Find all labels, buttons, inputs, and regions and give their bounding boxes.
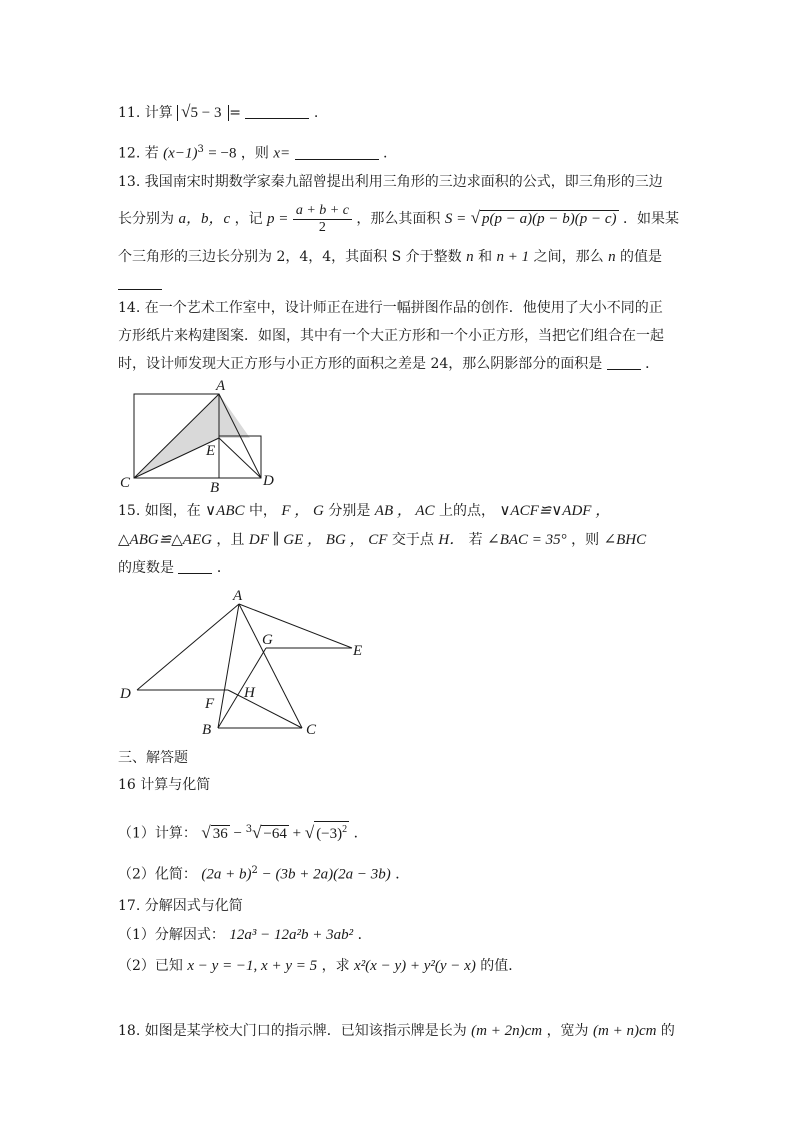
question-text: ，记 [234,211,263,227]
answer-blank [178,559,212,574]
part-label: （1）分解因式： [118,927,225,943]
question-text: ，则 [240,145,269,162]
label-b: B [210,480,220,494]
label-e: E [206,443,216,459]
root-index: 3 [245,824,253,835]
question-text: 如图是某学校大门口的指示牌．已知该指示牌是长为 [144,1023,467,1039]
period: ． [395,866,410,883]
sqrt-36: √ 36 [201,822,228,842]
triangle-abc: ∨ABC [205,503,245,519]
sqrt-neg3-squared: √ $(-3)^2$ [304,822,348,842]
expression: 5 − 3 [190,105,222,121]
part-label: （1）计算： [118,825,197,842]
answer-blank [295,145,379,160]
equals-sign: = [229,105,241,121]
cbrt-neg-64: √ −64 [252,822,287,842]
angle-bac: ∠BAC = 35° [487,532,567,548]
question-11 [118,102,318,123]
question-13-answer [118,274,162,294]
shaded-triangle-right [219,394,250,438]
p-variable: p = [267,211,289,227]
question-16-title [118,775,210,795]
question-text: 上的点， [438,503,495,519]
point-h: H． [438,532,465,548]
period: ． [353,825,368,842]
question-text: 若 [144,145,159,162]
part-label: （2）已知 [118,958,183,974]
question-text: ，宽为 [546,1023,589,1039]
question-15-line-2 [118,530,646,550]
n-plus-one: n + 1 [496,249,530,265]
question-number: 16 [118,777,136,793]
question-13-line-2 [118,201,679,236]
question-text: 长分别为 [118,211,174,227]
question-number: 18. [118,1023,141,1039]
parallel-relation: DF ∥ GE ， BG ， CF [248,532,388,548]
question-text: ，且 [216,532,245,548]
question-text: 分别是 [328,503,371,519]
expression: (2a + b) [201,866,252,883]
segment-ab [218,604,239,728]
label-d: D [263,473,274,489]
answer-blank [118,275,162,290]
width-expression: (m + n)cm [593,1023,657,1039]
question-text: 的 [660,1023,675,1039]
variable: x= [273,145,291,162]
section-title: 三、解答题 [118,750,188,766]
question-15-line-1 [118,501,610,521]
angle-bhc: ∠BHC [603,532,647,548]
radicand: p(p − a)(p − b)(p − c) [482,211,617,227]
question-number: 15. [118,503,141,519]
condition: x − y = −1, x + y = 5 [187,958,318,974]
period: . [313,105,319,121]
period: ． [216,560,231,576]
question-text: 的值． [480,958,523,974]
label-g: G [262,632,273,648]
segment-cf [228,690,302,728]
question-13-line-3 [118,247,662,267]
question-12 [118,140,388,164]
question-text: ，那么其面积 [356,211,441,227]
question-text: 在一个艺术工作室中，设计师正在进行一幅拼图作品的创作．他使用了大小不同的正 [144,300,663,316]
answer-blank [245,104,309,119]
exponent: 2 [342,823,348,835]
radicand: −64 [263,825,287,842]
question-number: 14. [118,300,141,316]
exponent: 3 [197,144,204,155]
period: . [383,145,388,162]
question-17-part-2 [118,956,522,976]
label-h: H [244,685,255,701]
congruence-1: ∨ACF≌∨ADF ， [499,503,611,519]
heron-formula: √ p(p − a)(p − b)(p − c) [470,208,617,227]
question-text: 计算与化简 [140,777,211,793]
radicand [314,821,349,842]
rhs: = −8 [208,145,237,162]
question-text: 计算 [144,105,173,121]
segment-ed [219,438,261,478]
period: ． [645,356,660,372]
label-e: E [353,643,363,659]
question-17-part-1 [118,925,372,945]
question-text: 如图，在 [144,503,201,519]
question-14-line-3 [118,354,659,374]
minus-sign: − [229,825,246,842]
side-variables: a，b，c [178,211,231,227]
p-fraction [293,203,352,236]
question-text: ，则 [571,532,600,548]
question-text: ．如果某 [623,211,679,227]
points-fg: F ， G [281,503,324,519]
part-label: （2）化简： [118,866,197,883]
period: ． [357,927,372,943]
question-14-line-1 [118,298,663,318]
segment-ac [239,604,302,728]
n-variable: n [466,249,474,265]
label-b: B [202,722,212,738]
question-number: 11. [118,105,141,121]
q15-figure [112,584,372,742]
question-text: 之间，那么 [533,249,604,265]
expression: (x−1) [163,145,198,162]
sides-ab-ac: AB ， AC [374,503,435,519]
question-text: 的度数是 [118,560,174,576]
expression: x²(x − y) + y²(y − x) [354,958,476,974]
answer-blank [607,355,641,370]
question-text: 若 [468,532,483,548]
question-text: 和 [478,249,493,265]
label-c: C [120,475,131,491]
question-16-part-1 [118,820,368,844]
radicand-base: (−3) [316,825,343,842]
radicand: 36 [212,825,228,842]
expression: 12a³ − 12a²b + 3ab² [229,927,354,943]
question-text: 中， [248,503,277,519]
question-17-title [118,896,243,916]
label-d: D [120,686,131,702]
question-text: ，求 [321,958,350,974]
label-f: F [205,696,215,712]
length-expression: (m + 2n)cm [471,1023,543,1039]
question-14-line-2 [118,326,664,346]
question-13-line-1 [118,172,663,192]
question-16-part-2 [118,861,409,885]
question-15-line-3 [118,558,231,578]
expression-rest: − (3b + 2a)(2a − 3b) [257,866,391,883]
abs-expression: √5 − 3 [177,105,229,121]
question-number: 13. [118,174,141,190]
question-text: 方形纸片来构建图案．如图，其中有一个大正方形和一个小正方形，当把它们组合在一起 [118,328,664,344]
segment-ae [239,604,352,648]
exponent: 2 [251,865,258,876]
congruence-2: △ABG≌△AEG [118,532,212,548]
question-text: 时，设计师发现大正方形与小正方形的面积之差是 24，那么阴影部分的面积是 [118,356,603,372]
question-text: 个三角形的三边长分别为 2，4，4，其面积 S 介于整数 [118,249,462,265]
question-text: 交于点 [391,532,434,548]
question-18 [118,1021,675,1041]
question-number: 12. [118,145,141,162]
plus-sign: + [288,825,305,842]
label-c: C [306,722,317,738]
segment-ad [137,604,239,690]
fraction-numerator: a + b + c [293,203,352,220]
s-variable: S = [444,211,467,227]
n-variable: n [608,249,616,265]
q14-figure [110,376,280,494]
question-text: 的值是 [620,249,663,265]
label-a: A [233,588,243,604]
fraction-denominator: 2 [318,219,326,235]
label-a: A [216,378,226,394]
question-text: 分解因式与化简 [144,898,243,914]
question-text: 我国南宋时期数学家秦九韶曾提出利用三角形的三边求面积的公式，即三角形的三边 [144,174,663,190]
question-number: 17. [118,898,141,914]
